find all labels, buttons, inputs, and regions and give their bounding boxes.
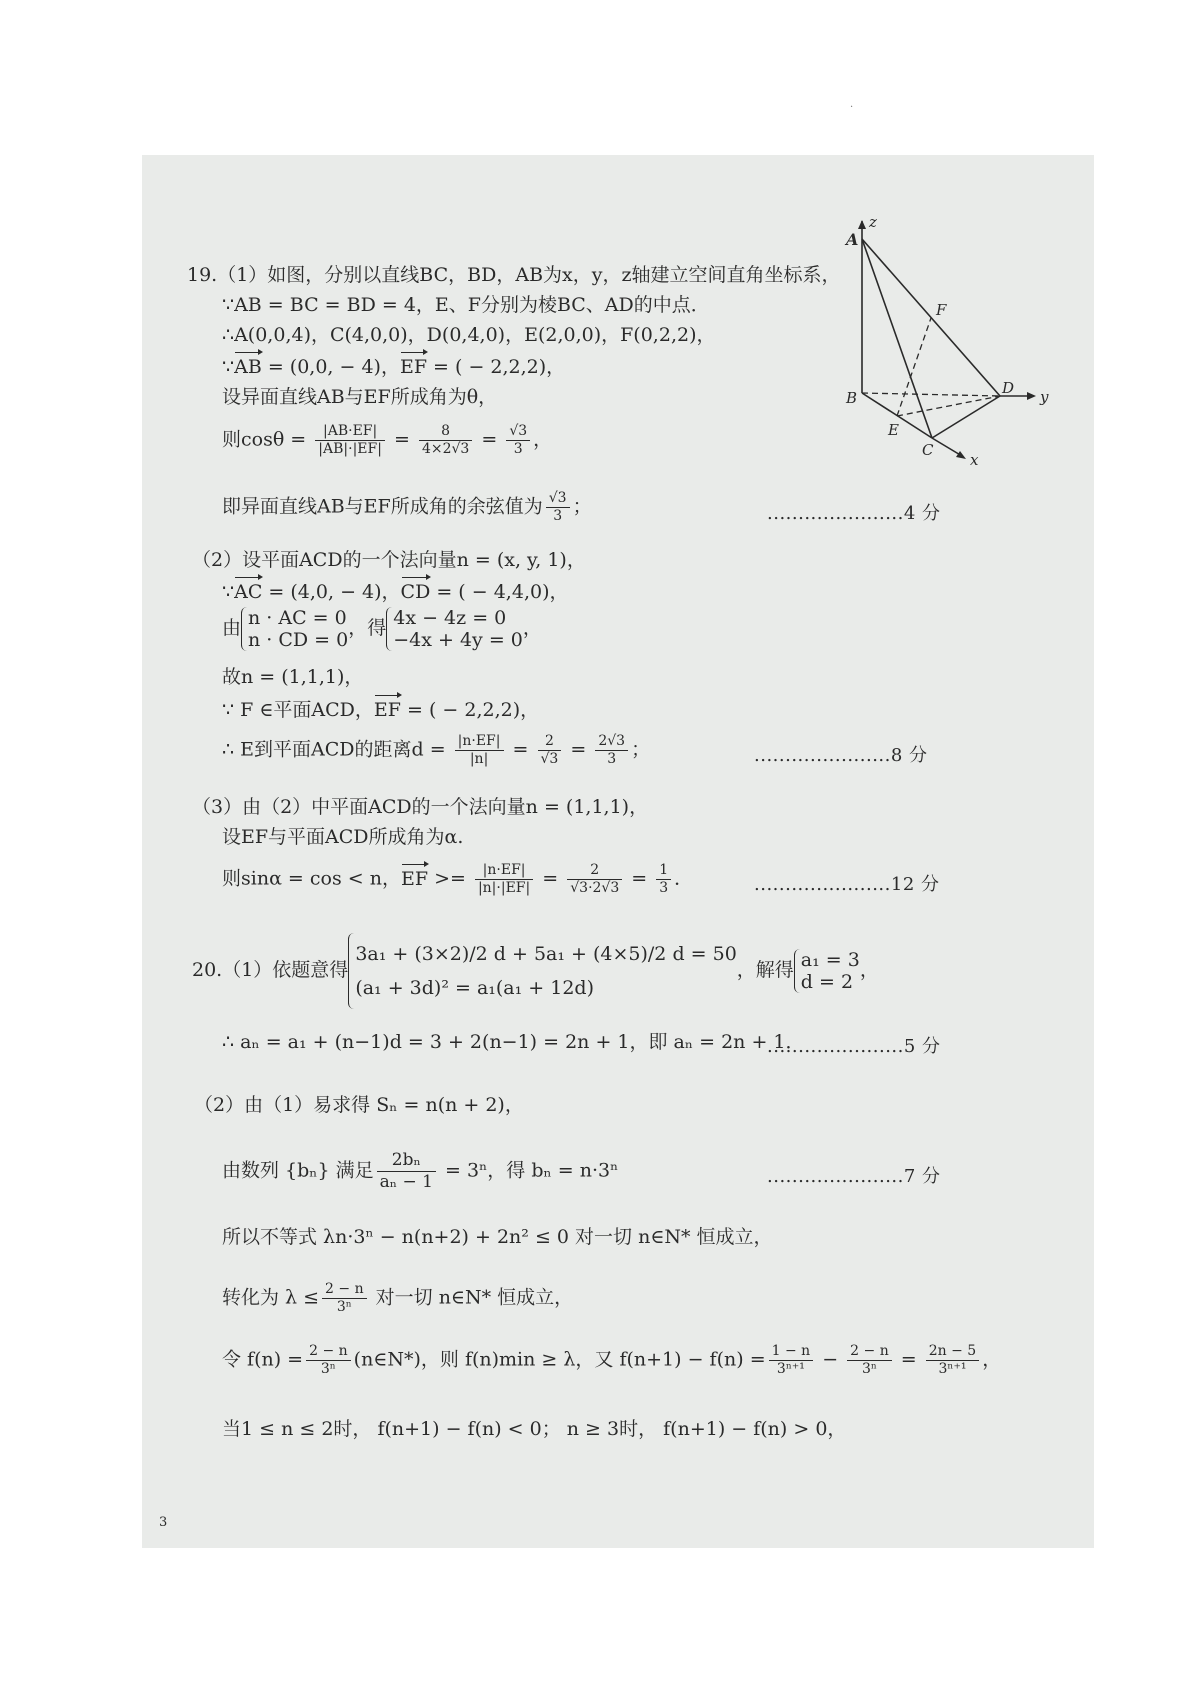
text: = [475,428,504,451]
denominator: 3ⁿ⁺¹ [776,1361,805,1377]
fraction [419,423,472,458]
denominator: 3ⁿ [320,1361,336,1377]
numerator: 2n − 5 [926,1343,979,1361]
q19-part3-line-3 [222,862,693,897]
fraction [656,862,671,897]
label-F: F [936,301,947,319]
equation: a₁ = 3 [800,949,860,971]
denominator: |n|·|EF| [477,880,531,896]
text: 对一切 n∈N* 恒成立， [369,1286,574,1309]
label-C: C [922,441,934,459]
fraction [506,423,530,458]
score-marker: ......................5 分 [767,1036,941,1057]
text: ． [674,867,694,890]
equation: n · AC = 0 [248,607,347,629]
z-axis-arrow [858,220,866,229]
denominator: 3 [553,508,563,524]
text: = 3ⁿ，得 bₙ = n·3ⁿ [439,1159,619,1182]
numerator: 2√3 [595,733,628,751]
equation-system [386,607,523,651]
q19-line-1: 19.（1）如图，分别以直线BC，BD，AB为x，y，z轴建立空间直角坐标系， [187,264,841,286]
label-z: z [869,213,877,231]
equation: n · CD = 0 [248,629,349,651]
text: ，得 [348,617,387,639]
numerator: 2 − n [322,1281,367,1299]
q19-part3-line-2: 设EF与平面ACD所成角为α. [222,826,464,848]
segment-EF [897,318,931,416]
numerator: √3 [506,423,530,441]
vector-CD: CD [400,581,431,603]
denominator: √3 [540,751,559,767]
q20-part2-line-4 [222,1281,573,1316]
denominator: 3 [659,880,669,896]
equation: −4x + 4y = 0 [393,629,523,651]
q19-line-7 [222,490,592,525]
numerator: |AB·EF| [315,423,385,441]
numerator: 2 [538,733,562,751]
q20-part2-line-3: 所以不等式 λn·3ⁿ − n(n+2) + 2n² ≤ 0 对一切 n∈N* 恒成立， [222,1226,773,1248]
q20-part2-line-1: （2）由（1）易求得 Sₙ = n(n + 2)， [194,1094,524,1116]
x-axis-arrow [956,451,966,459]
score-marker: ......................12 分 [754,874,940,895]
text: = [894,1348,923,1371]
text: ∵ [222,356,235,378]
text: = ( − 4,4,0)， [430,581,569,603]
q19-part2-line-2 [222,580,568,604]
text: = ( − 2,2,2)， [400,699,540,721]
text: = (0,0, − 4)， [261,356,400,378]
q20-part2-line-5 [222,1343,1001,1378]
text: 20.（1）依题意得 [192,959,349,981]
page-number: 3 [159,1515,168,1530]
text: = [536,867,565,890]
fraction [315,423,385,458]
text: ∵ F ∈平面ACD， [222,699,374,721]
q19-line-5: 设异面直线AB与EF所成角为θ， [222,386,498,408]
q19-line-2: ∵AB = BC = BD = 4，E、F分别为棱BC、AD的中点． [222,294,710,316]
fraction [926,1343,979,1378]
denominator: aₙ − 1 [379,1172,433,1192]
fraction [475,862,533,897]
text: ∴ E到平面ACD的距离d = [222,738,452,761]
score-marker: ......................8 分 [754,745,928,766]
q19-part2-line-1: （2）设平面ACD的一个法向量n = (x, y, 1)， [192,549,586,571]
text: ； [631,738,651,761]
numerator: 2 − n [847,1343,892,1361]
edge-AD [862,239,1000,396]
q19-part3-line-1: （3）由（2）中平面ACD的一个法向量n = (1,1,1)， [192,796,649,818]
equation-system [241,607,348,651]
equation: 4x − 4z = 0 [393,607,507,629]
equation: 3a₁ + (3×2)/2 d + 5a₁ + (4×5)/2 d = 50 [355,943,737,965]
vector-EF: EF [399,356,428,378]
numerator: 1 − n [769,1343,814,1361]
edge-BD [862,393,1000,396]
text: − [816,1348,845,1371]
fraction [546,490,570,525]
text: = (4,0, − 4)， [262,581,401,603]
text: 由 [222,617,242,639]
fraction [595,733,628,768]
numerator: |n·EF| [455,733,504,751]
text: 令 f(n) = [222,1348,304,1371]
denominator: |n| [469,751,489,767]
denominator: 3ⁿ⁺¹ [938,1361,967,1377]
text: = [387,428,416,451]
q19-line-3: ∴A(0,0,4)，C(4,0,0)，D(0,4,0)，E(2,0,0)，F(0,2,2)， [222,324,716,346]
text: ； [572,495,592,518]
tetrahedron-figure [822,213,1092,473]
q20-line-2: ∴ aₙ = a₁ + (n−1)d = 3 + 2(n−1) = 2n + 1，即 aₙ = 2n + 1． [222,1031,805,1053]
fraction [306,1343,351,1378]
text: = ( − 2,2,2)， [427,356,566,378]
vector-AC: AC [234,581,263,603]
text: ，解得 [736,959,794,981]
text: ∵ [222,581,235,603]
label-y: y [1040,388,1049,406]
label-D: D [1002,379,1015,397]
text: ， [522,617,542,639]
q20-line-1 [192,933,879,1009]
equation: d = 2 [800,971,854,993]
q19-part2-line-4: 故n = (1,1,1)， [222,666,364,688]
vector-AB: AB [234,356,262,378]
denominator: |AB|·|EF| [318,441,382,457]
q19-part2-line-6 [222,733,650,768]
denominator: √3·2√3 [570,880,620,896]
text: = [564,738,593,761]
numerator: 2 − n [306,1343,351,1361]
equation: (a₁ + 3d)² = a₁(a₁ + 12d) [355,977,594,999]
label-x: x [970,451,979,469]
fraction [847,1343,892,1378]
denominator: 3 [607,751,617,767]
score-marker: ......................4 分 [767,503,941,524]
denominator: 3ⁿ [861,1361,877,1377]
text: (n∈N*)，则 f(n)min ≥ λ，又 f(n+1) − f(n) = [353,1348,766,1371]
denominator: 4×2√3 [421,441,470,457]
text: >= [428,867,472,890]
text: ， [533,428,553,451]
label-E: E [888,421,899,439]
label-A: A [846,230,859,249]
denominator: 3 [513,441,523,457]
q19-line-6 [222,423,552,458]
fraction [538,733,562,768]
fraction [455,733,504,768]
q20-part2-line-6: 当1 ≤ n ≤ 2时， f(n+1) − f(n) < 0； n ≥ 3时， f(n+1) − f(n) > 0， [222,1418,847,1440]
text: 则cosθ = [222,428,313,451]
vector-EF: EF [373,699,401,721]
numerator: 2bₙ [377,1150,436,1172]
text: 转化为 λ ≤ [222,1286,320,1309]
numerator: 2 [567,862,622,880]
q19-part2-line-3 [222,607,542,651]
label-B: B [846,389,858,407]
fraction [322,1281,367,1316]
fraction [567,862,622,897]
text: 即异面直线AB与EF所成角的余弦值为 [222,495,543,518]
numerator: 1 [656,862,671,880]
text: ， [982,1348,1002,1371]
y-axis-arrow [1027,392,1036,400]
score-marker: ......................7 分 [767,1166,941,1187]
x-axis-line [932,438,962,456]
numerator: 8 [419,423,472,441]
equation-system [348,933,736,1009]
q20-part2-line-2 [222,1150,618,1193]
fraction [377,1150,436,1193]
text: ， [859,959,879,981]
vector-EF: EF [400,867,429,890]
equation-system [794,949,860,993]
numerator: |n·EF| [475,862,533,880]
text: 由数列 {bₙ} 满足 [222,1159,374,1182]
q19-part2-line-5 [222,698,539,722]
q19-line-4 [222,355,565,379]
text: 则sinα = cos < n， [222,867,401,890]
top-mark: . [850,99,854,110]
text: = [506,738,535,761]
answer-sheet [142,155,1094,1548]
numerator: √3 [546,490,570,508]
edge-AC [862,239,932,438]
text: = [625,867,654,890]
fraction [769,1343,814,1378]
denominator: 3ⁿ [336,1299,352,1315]
